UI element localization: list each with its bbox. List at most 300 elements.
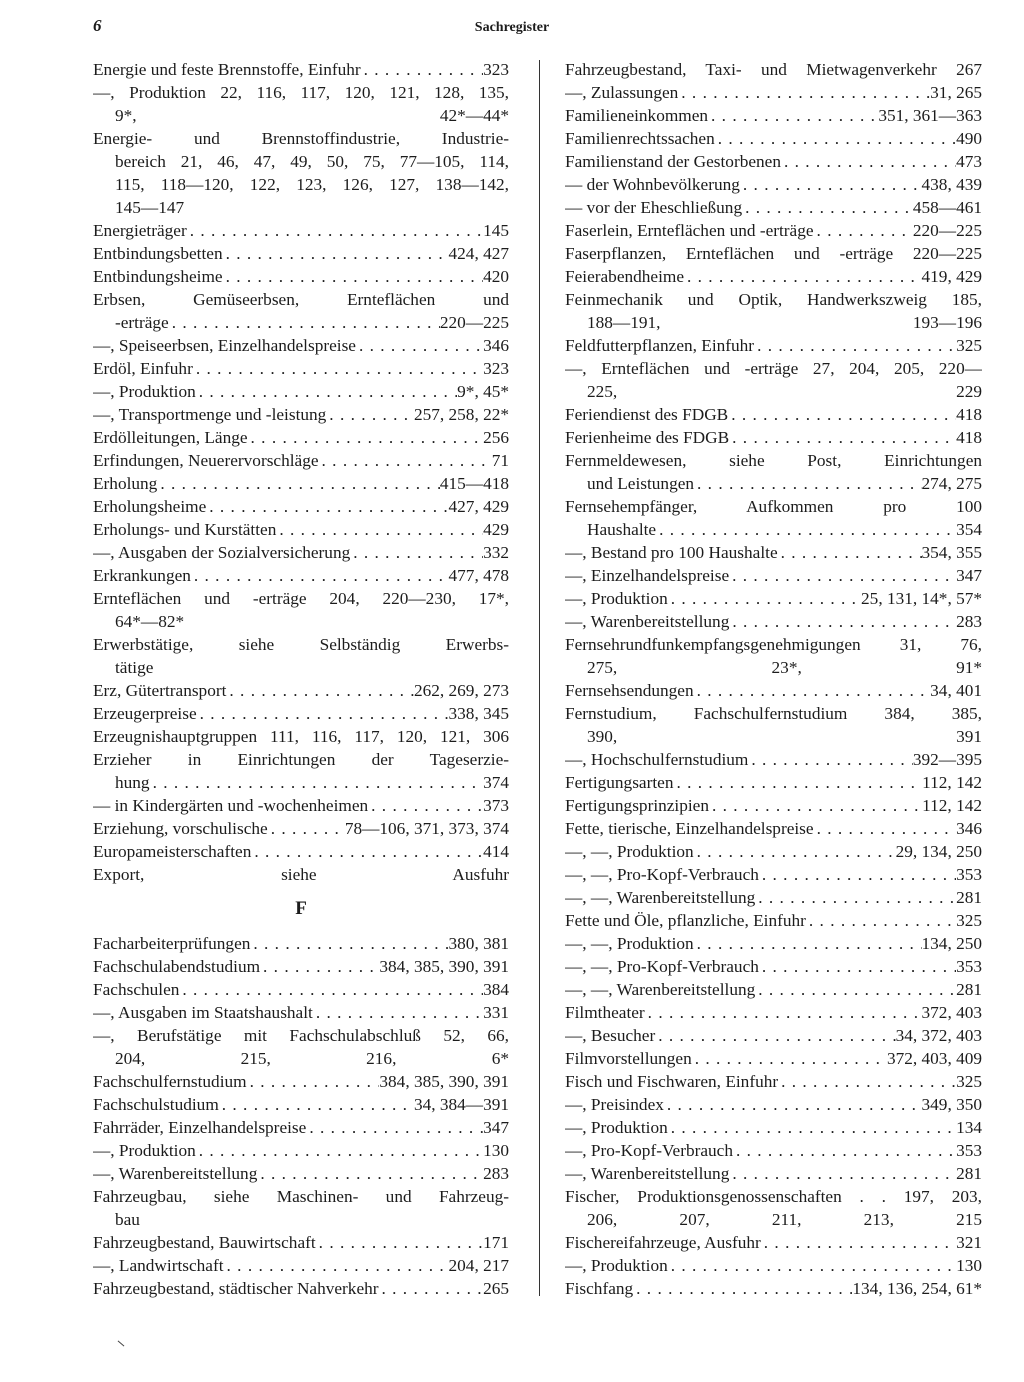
- dot-leader: [709, 794, 922, 817]
- entry-pages: 473: [956, 152, 982, 171]
- index-entry: [565, 978, 982, 1001]
- index-entry: [565, 472, 982, 495]
- entry-pages: 134, 136, 254, 61*: [852, 1279, 982, 1298]
- dot-leader: [645, 1001, 922, 1024]
- index-entry: Erbsen, Gemüseerbsen, Ernteflächen und: [93, 290, 509, 309]
- index-entry: [565, 863, 982, 886]
- dot-leader: [678, 81, 930, 104]
- index-entry: [565, 748, 982, 771]
- dot-leader: [150, 771, 484, 794]
- dot-leader: [191, 564, 449, 587]
- entry-term: Erdöl, Einfuhr: [93, 359, 193, 378]
- index-entry: Feinmechanik und Optik, Handwerkszweig 185,: [565, 290, 982, 309]
- index-entry: [565, 196, 982, 219]
- dot-leader: [694, 472, 921, 495]
- dot-leader: [179, 978, 483, 1001]
- index-entry: [93, 1254, 509, 1277]
- entry-term: —, Zulassungen: [565, 83, 679, 102]
- index-entry: [565, 1277, 982, 1300]
- index-entry: [93, 817, 509, 840]
- entry-pages: 78—106, 371, 373, 374: [344, 819, 509, 838]
- index-entry: Erwerbstätige, siehe Selbständig Erwerbs-: [93, 635, 509, 654]
- index-entry: [93, 679, 509, 702]
- index-entry: [565, 932, 982, 955]
- index-entry-continuation: 9*, 42*—44*: [115, 106, 509, 125]
- index-entry-continuation: 188—191, 193—196: [587, 313, 982, 332]
- dot-leader: [196, 380, 457, 403]
- dot-leader: [224, 1254, 449, 1277]
- entry-term: —, Ausgaben im Staatshaushalt: [93, 1003, 313, 1022]
- dot-leader: [196, 1139, 483, 1162]
- entry-pages: 424, 427: [448, 244, 509, 263]
- entry-term: Fahrräder, Einzelhandelspreise: [93, 1118, 307, 1137]
- dot-leader: [755, 978, 956, 1001]
- dot-leader: [708, 104, 878, 127]
- entry-pages: 392—395: [912, 750, 982, 769]
- entry-term: Fertigungsarten: [565, 773, 674, 792]
- entry-pages: 265: [483, 1279, 509, 1298]
- entry-pages: 281: [956, 888, 982, 907]
- entry-pages: 171: [483, 1233, 509, 1252]
- entry-pages: 31, 265: [930, 83, 982, 102]
- entry-term: -erträge: [115, 313, 169, 332]
- entry-term: —, Hochschulfernstudium: [565, 750, 749, 769]
- dot-leader: [276, 518, 483, 541]
- index-entry: [93, 426, 509, 449]
- entry-pages: 458—461: [912, 198, 982, 217]
- index-entry-continuation: tätige: [115, 658, 154, 677]
- index-entry: [565, 817, 982, 840]
- entry-pages: 419, 429: [921, 267, 982, 286]
- entry-pages: 353: [956, 865, 982, 884]
- entry-term: — vor der Eheschließung: [565, 198, 743, 217]
- entry-term: —, Preisindex: [565, 1095, 664, 1114]
- index-entry-continuation: 275, 23*, 91*: [587, 658, 982, 677]
- dot-leader: [319, 449, 492, 472]
- dot-leader: [316, 1231, 483, 1254]
- dot-leader: [248, 426, 484, 449]
- dot-leader: [313, 1001, 483, 1024]
- dot-leader: [814, 219, 913, 242]
- dot-leader: [668, 587, 861, 610]
- index-entry: Fernsehempfänger, Aufkommen pro 100: [565, 497, 982, 516]
- index-entry: [93, 1139, 509, 1162]
- dot-leader: [187, 219, 483, 242]
- dot-leader: [193, 357, 483, 380]
- entry-pages: 262, 269, 273: [413, 681, 509, 700]
- entry-term: Fahrzeugbestand, städtischer Nahverkehr: [93, 1279, 379, 1298]
- dot-leader: [206, 495, 448, 518]
- running-head: Sachregister: [474, 20, 550, 35]
- index-entry: [93, 449, 509, 472]
- dot-leader: [684, 265, 922, 288]
- index-entry: [565, 1139, 982, 1162]
- index-entry: Fernmeldewesen, siehe Post, Einrichtungen: [565, 451, 982, 470]
- entry-term: Energie und feste Brennstoffe, Einfuhr: [93, 60, 361, 79]
- entry-pages: 9*, 45*: [457, 382, 509, 401]
- entry-term: —, Produktion: [565, 1256, 668, 1275]
- entry-pages: 112, 142: [922, 773, 982, 792]
- entry-term: Haushalte: [587, 520, 657, 539]
- dot-leader: [260, 955, 379, 978]
- entry-term: —, Warenbereitstellung: [565, 612, 730, 631]
- entry-term: Fachschulstudium: [93, 1095, 219, 1114]
- dot-leader: [368, 794, 483, 817]
- index-entry: [93, 794, 509, 817]
- entry-term: —, Warenbereitstellung: [93, 1164, 258, 1183]
- index-entry: [565, 127, 982, 150]
- index-entry: Export, siehe Ausfuhr: [93, 865, 509, 884]
- index-entry: [565, 587, 982, 610]
- entry-pages: 34, 401: [930, 681, 982, 700]
- entry-pages: 323: [483, 60, 509, 79]
- dot-leader: [219, 1093, 414, 1116]
- index-entry: [565, 541, 982, 564]
- entry-pages: 331: [483, 1003, 509, 1022]
- dot-leader: [759, 955, 956, 978]
- index-entry-continuation: 225, 229: [587, 382, 982, 401]
- dot-leader: [379, 1277, 484, 1300]
- index-entry: [565, 81, 982, 104]
- index-entry: [565, 1024, 982, 1047]
- entry-pages: 346: [956, 819, 982, 838]
- entry-pages: 384, 385, 390, 391: [379, 957, 509, 976]
- index-entry: [93, 219, 509, 242]
- entry-pages: 420: [483, 267, 509, 286]
- entry-pages: 34, 372, 403: [895, 1026, 982, 1045]
- index-entry: Fernsehrundfunkempfangsgenehmigungen 31, 76,: [565, 635, 982, 654]
- entry-term: — der Wohnbevölkerung: [565, 175, 740, 194]
- entry-term: Ferienheime des FDGB: [565, 428, 730, 447]
- index-entry: [93, 978, 509, 1001]
- entry-pages: 353: [956, 1141, 982, 1160]
- column-divider: [539, 60, 540, 1296]
- index-entry: [565, 173, 982, 196]
- index-entry-continuation: bau: [115, 1210, 140, 1229]
- section-letter-heading: F: [295, 898, 307, 919]
- entry-term: Erdölleitungen, Länge: [93, 428, 248, 447]
- entry-term: —, —, Produktion: [565, 842, 694, 861]
- index-entry: [93, 472, 509, 495]
- entry-term: —, Speiseerbsen, Einzelhandelspreise: [93, 336, 356, 355]
- entry-term: Fischereifahrzeuge, Ausfuhr: [565, 1233, 761, 1252]
- index-entry-continuation: 204, 215, 216, 6*: [115, 1049, 509, 1068]
- dot-leader: [223, 242, 449, 265]
- entry-pages: 256: [483, 428, 509, 447]
- index-entry: [93, 1162, 509, 1185]
- dot-leader: [694, 679, 931, 702]
- index-entry: [565, 679, 982, 702]
- index-entry: [565, 150, 982, 173]
- index-entry: Fahrzeugbestand, Taxi- und Mietwagenverkehr 267: [565, 60, 982, 79]
- entry-term: — in Kindergärten und -wochenheimen: [93, 796, 369, 815]
- index-entry: [93, 311, 509, 334]
- entry-pages: 332: [483, 543, 509, 562]
- index-entry-continuation: 390, 391: [587, 727, 982, 746]
- index-entry-continuation: 145—147: [115, 198, 185, 217]
- dot-leader: [755, 886, 956, 909]
- dot-leader: [748, 748, 913, 771]
- index-entry: [93, 403, 509, 426]
- entry-pages: 281: [956, 980, 982, 999]
- dot-leader: [781, 150, 956, 173]
- index-entry: [93, 564, 509, 587]
- entry-term: Fertigungsprinzipien: [565, 796, 709, 815]
- index-entry: [93, 1116, 509, 1139]
- index-entry: [93, 840, 509, 863]
- entry-term: —, Einzelhandelspreise: [565, 566, 730, 585]
- entry-pages: 71: [491, 451, 509, 470]
- index-entry: Fernstudium, Fachschulfernstudium 384, 385,: [565, 704, 982, 723]
- index-entry: [565, 265, 982, 288]
- index-entry: [93, 771, 509, 794]
- index-entry: [565, 1001, 982, 1024]
- entry-pages: 384: [483, 980, 509, 999]
- entry-pages: 325: [956, 336, 982, 355]
- index-entry: [93, 58, 509, 81]
- entry-pages: 418: [956, 428, 982, 447]
- entry-pages: 372, 403: [921, 1003, 982, 1022]
- entry-term: Fachschulfernstudium: [93, 1072, 247, 1091]
- entry-pages: 353: [956, 957, 982, 976]
- entry-pages: 321: [956, 1233, 982, 1252]
- entry-term: —, Produktion: [93, 1141, 196, 1160]
- entry-term: Fette, tierische, Einzelhandelspreise: [565, 819, 814, 838]
- dot-leader: [664, 1093, 922, 1116]
- entry-term: Fette und Öle, pflanzliche, Einfuhr: [565, 911, 806, 930]
- index-entry: [93, 541, 509, 564]
- index-entry: [565, 1093, 982, 1116]
- index-entry: [565, 426, 982, 449]
- index-column-left: [93, 58, 509, 1300]
- index-entry: [93, 357, 509, 380]
- index-entry: [565, 886, 982, 909]
- dot-leader: [761, 1231, 956, 1254]
- entry-pages: 415—418: [439, 474, 509, 493]
- entry-term: Familienstand der Gestorbenen: [565, 152, 781, 171]
- index-entry: [565, 1162, 982, 1185]
- entry-pages: 438, 439: [921, 175, 982, 194]
- entry-pages: 323: [483, 359, 509, 378]
- entry-pages: 374: [483, 773, 509, 792]
- entry-term: Erz, Gütertransport: [93, 681, 227, 700]
- dot-leader: [729, 1162, 956, 1185]
- dot-leader: [778, 541, 922, 564]
- stray-mark: [118, 1341, 125, 1347]
- index-entry: [565, 104, 982, 127]
- entry-pages: 380, 381: [448, 934, 509, 953]
- entry-term: Erholungsheime: [93, 497, 207, 516]
- index-entry: —, Berufstätige mit Fachschulabschluß 52, 66,: [93, 1026, 509, 1045]
- entry-pages: 281: [956, 1164, 982, 1183]
- entry-term: —, Produktion: [565, 1118, 668, 1137]
- dot-leader: [668, 1254, 956, 1277]
- entry-term: —, Landwirtschaft: [93, 1256, 224, 1275]
- entry-term: Familieneinkommen: [565, 106, 709, 125]
- entry-pages: 134, 250: [921, 934, 982, 953]
- index-entry: [93, 518, 509, 541]
- index-entry: [565, 610, 982, 633]
- entry-pages: 347: [483, 1118, 509, 1137]
- dot-leader: [633, 1277, 852, 1300]
- entry-pages: 347: [956, 566, 982, 585]
- index-entry: —, Ernteflächen und -erträge 27, 204, 205, 220—: [565, 359, 982, 378]
- entry-pages: 346: [483, 336, 509, 355]
- entry-term: hung: [115, 773, 150, 792]
- dot-leader: [361, 58, 483, 81]
- entry-term: Fachschulabendstudium: [93, 957, 261, 976]
- index-entry: [565, 403, 982, 426]
- entry-term: —, Besucher: [565, 1026, 656, 1045]
- entry-pages: 134: [956, 1118, 982, 1137]
- entry-term: —, —, Warenbereitstellung: [565, 980, 756, 999]
- index-entry: [565, 518, 982, 541]
- entry-pages: 283: [483, 1164, 509, 1183]
- dot-leader: [169, 311, 440, 334]
- entry-term: Fahrzeugbestand, Bauwirtschaft: [93, 1233, 316, 1252]
- page-number: 6: [93, 16, 102, 35]
- dot-leader: [356, 334, 483, 357]
- entry-term: Faserlein, Ernteflächen und -erträge: [565, 221, 814, 240]
- entry-pages: 427, 429: [448, 497, 509, 516]
- index-entry: [93, 1070, 509, 1093]
- dot-leader: [694, 932, 922, 955]
- entry-term: und Leistungen: [587, 474, 695, 493]
- dot-leader: [326, 403, 414, 426]
- entry-pages: 349, 350: [921, 1095, 982, 1114]
- index-entry-continuation: 206, 207, 211, 213, 215: [587, 1210, 982, 1229]
- index-entry: [93, 702, 509, 725]
- entry-pages: 351, 361—363: [878, 106, 982, 125]
- entry-pages: 145: [483, 221, 509, 240]
- index-entry: [93, 1001, 509, 1024]
- index-entry: [93, 380, 509, 403]
- entry-pages: 414: [483, 842, 509, 861]
- index-entry: [93, 1277, 509, 1300]
- entry-term: Erfindungen, Neuerervorschläge: [93, 451, 319, 470]
- entry-pages: 354: [956, 520, 982, 539]
- entry-pages: 29, 134, 250: [895, 842, 982, 861]
- index-entry: [565, 564, 982, 587]
- entry-pages: 418: [956, 405, 982, 424]
- index-entry: [93, 265, 509, 288]
- index-entry: [565, 909, 982, 932]
- entry-term: Erziehung, vorschulische: [93, 819, 268, 838]
- dot-leader: [729, 426, 956, 449]
- entry-term: Fisch und Fischwaren, Einfuhr: [565, 1072, 779, 1091]
- entry-term: Filmvorstellungen: [565, 1049, 692, 1068]
- index-entry: [565, 1070, 982, 1093]
- entry-pages: 354, 355: [921, 543, 982, 562]
- dot-leader: [754, 334, 956, 357]
- index-entry: Faserpflanzen, Ernteflächen und -erträge 220—225: [565, 244, 982, 263]
- dot-leader: [733, 1139, 956, 1162]
- entry-pages: 220—225: [439, 313, 509, 332]
- index-entry: Energie- und Brennstoffindustrie, Industrie-: [93, 129, 509, 148]
- dot-leader: [742, 196, 913, 219]
- entry-term: —, Produktion: [565, 589, 668, 608]
- entry-term: —, —, Produktion: [565, 934, 694, 953]
- entry-term: Feriendienst des FDGB: [565, 405, 729, 424]
- entry-pages: 34, 384—391: [413, 1095, 509, 1114]
- dot-leader: [715, 127, 956, 150]
- entry-term: —, Transportmenge und -leistung: [93, 405, 327, 424]
- entry-pages: 283: [956, 612, 982, 631]
- entry-term: Erholung: [93, 474, 158, 493]
- index-entry: [565, 334, 982, 357]
- entry-pages: 112, 142: [922, 796, 982, 815]
- dot-leader: [268, 817, 345, 840]
- entry-term: —, Ausgaben der Sozialversicherung: [93, 543, 351, 562]
- entry-term: —, Bestand pro 100 Haushalte: [565, 543, 778, 562]
- entry-term: —, Warenbereitstellung: [565, 1164, 730, 1183]
- index-entry: [565, 219, 982, 242]
- dot-leader: [778, 1070, 956, 1093]
- index-entry: [93, 242, 509, 265]
- dot-leader: [740, 173, 922, 196]
- dot-leader: [694, 840, 896, 863]
- entry-term: Fernsehsendungen: [565, 681, 694, 700]
- index-entry: Erzieher in Einrichtungen der Tageserzie-: [93, 750, 509, 769]
- dot-leader: [655, 1024, 895, 1047]
- entry-pages: 130: [956, 1256, 982, 1275]
- entry-pages: 490: [956, 129, 982, 148]
- dot-leader: [806, 909, 956, 932]
- entry-pages: 130: [483, 1141, 509, 1160]
- entry-term: —, —, Pro-Kopf-Verbrauch: [565, 865, 759, 884]
- dot-leader: [250, 932, 448, 955]
- entry-term: —, —, Warenbereitstellung: [565, 888, 756, 907]
- dot-leader: [157, 472, 440, 495]
- entry-term: Filmtheater: [565, 1003, 645, 1022]
- entry-pages: 384, 385, 390, 391: [379, 1072, 509, 1091]
- entry-term: —, —, Pro-Kopf-Verbrauch: [565, 957, 759, 976]
- entry-pages: 338, 345: [448, 704, 509, 723]
- entry-term: Familienrechtssachen: [565, 129, 715, 148]
- index-entry: Fischer, Produktionsgenossenschaften . . 197, 203,: [565, 1187, 982, 1206]
- entry-pages: 477, 478: [448, 566, 509, 585]
- index-entry-continuation: bereich 21, 46, 47, 49, 50, 75, 77—105, 114,: [115, 152, 509, 171]
- entry-term: Europameisterschaften: [93, 842, 252, 861]
- entry-pages: 274, 275: [921, 474, 982, 493]
- entry-term: —, Produktion: [93, 382, 196, 401]
- index-entry: [93, 1093, 509, 1116]
- dot-leader: [197, 702, 449, 725]
- entry-term: Erzeugerpreise: [93, 704, 197, 723]
- index-entry: [565, 955, 982, 978]
- dot-leader: [251, 840, 483, 863]
- index-entry: [565, 1231, 982, 1254]
- dot-leader: [814, 817, 957, 840]
- entry-term: Entbindungsbetten: [93, 244, 223, 263]
- entry-pages: 204, 217: [448, 1256, 509, 1275]
- dot-leader: [692, 1047, 887, 1070]
- entry-term: Energieträger: [93, 221, 187, 240]
- entry-pages: 373: [483, 796, 509, 815]
- entry-term: Entbindungsheime: [93, 267, 223, 286]
- index-entry: —, Produktion 22, 116, 117, 120, 121, 128, 135,: [93, 83, 509, 102]
- entry-pages: 25, 131, 14*, 57*: [861, 589, 982, 608]
- index-entry: Fahrzeugbau, siehe Maschinen- und Fahrzeug-: [93, 1187, 509, 1206]
- dot-leader: [350, 541, 483, 564]
- index-entry: [565, 840, 982, 863]
- entry-term: Facharbeiterprüfungen: [93, 934, 251, 953]
- entry-term: Erholungs- und Kurstätten: [93, 520, 277, 539]
- dot-leader: [729, 564, 956, 587]
- dot-leader: [306, 1116, 483, 1139]
- dot-leader: [223, 265, 483, 288]
- index-entry: [565, 1047, 982, 1070]
